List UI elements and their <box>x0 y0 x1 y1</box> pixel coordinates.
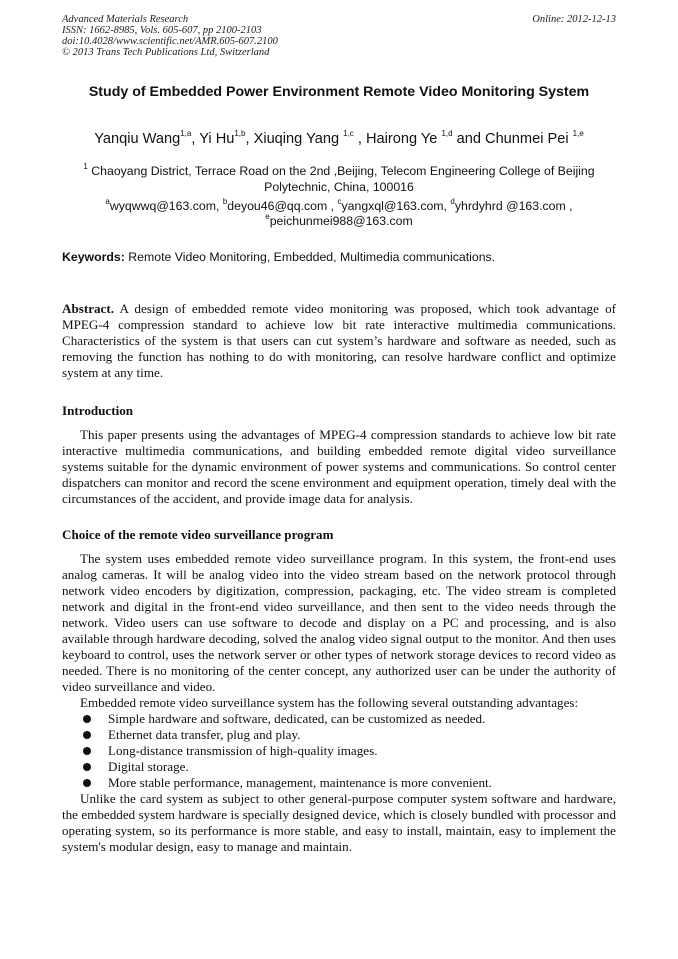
abstract-text: A design of embedded remote video monitoring was proposed, which took advantage of MPEG-4 compression standard to achieve low bit rate interactive multimedia communications. Characteristics of the system is that users can cut system’s hardware and software as needed, such as removing the function has nothing to do with monitoring, can resolve hardware conflict and optimize system at any time. <box>62 301 616 380</box>
choice-section <box>62 527 616 543</box>
list-item <box>62 775 616 791</box>
paragraph: Unlike the card system as subject to other general-purpose computer system software and hardware, the embedded system hardware is specially designed device, which is closely bundled with processor and operating system, so its performance is more stable, and easy to install, maintain, easy to implement the system's modular design, easy to manage and maintain. <box>62 791 616 854</box>
choice-body <box>62 551 616 855</box>
author-affil-mark: 1,d <box>441 129 453 139</box>
list-item-text: Digital storage. <box>108 759 189 774</box>
author-name: Chunmei Pei <box>485 131 573 147</box>
email-mark: c <box>337 196 342 206</box>
keywords <box>62 250 616 265</box>
list-item-text: Simple hardware and software, dedicated, can be customized as needed. <box>108 711 486 726</box>
bullet-icon <box>83 763 91 771</box>
email-address[interactable]: yhrdyhrd @163.com , <box>454 199 573 213</box>
author-affil-mark: 1,b <box>234 129 246 139</box>
keywords-text: Remote Video Monitoring, Embedded, Multimedia communications. <box>124 250 496 264</box>
author-affil-mark: 1,c <box>343 129 354 139</box>
author-affil-mark: 1,a <box>180 129 192 139</box>
email-address[interactable]: yangxql@163.com, <box>341 199 451 213</box>
copyright-line: © 2013 Trans Tech Publications Ltd, Switzerland <box>62 47 270 58</box>
author-name: Yanqiu Wang <box>94 131 181 147</box>
bullet-icon <box>83 747 91 755</box>
paragraph: The system uses embedded remote video surveillance program. In this system, the front-end uses analog cameras. It will be analog video into the video stream based on the network protocol through network video encoders by digitization, compression, packaging, etc. The video stream is completed network and digital in the front-end video surveillance, and then sent to the video needs through the network. Video users can use software to decode and display on a PC and processing, and is also available through hardware decoding, solved the analog video signal output to the monitor. And then uses keyboard to control, uses the network server or other types of network storage devices to record video as needed. There is no monitoring of the center concept, any authorized user can be under the authority of video surveillance and video. <box>62 551 616 694</box>
author-name: Xiuqing Yang <box>253 131 344 147</box>
paragraph: This paper presents using the advantages of MPEG-4 compression standards to achieve low bit rate interactive multimedia communications, and building embedded remote digital video surveillance systems suitable for the dynamic environment of power systems and communications. So control center dispatchers can monitor and record the scene environment and equipment operation, timely deal with the circumstances of the accident, and provide image data for analysis. <box>62 427 616 506</box>
author-list <box>62 130 616 148</box>
section-heading: Choice of the remote video surveillance program <box>62 527 334 542</box>
author-separator: , <box>353 131 366 147</box>
list-item <box>62 711 616 727</box>
list-item-text: Ethernet data transfer, plug and play. <box>108 727 301 742</box>
author-affil-mark: 1,e <box>572 129 584 139</box>
author-name: Yi Hu <box>199 131 235 147</box>
author-separator: , <box>245 131 254 147</box>
abstract <box>62 301 616 381</box>
doi-line[interactable]: doi:10.4028/www.scientific.net/AMR.605-607.2100 <box>62 36 278 47</box>
journal-header <box>62 14 616 58</box>
email-mark: b <box>222 196 228 206</box>
introduction-body <box>62 427 616 507</box>
affiliation-mark: 1 <box>83 161 88 171</box>
issn-line: ISSN: 1662-8985, Vols. 605-607, pp 2100-2103 <box>62 25 262 36</box>
affiliation <box>62 163 616 195</box>
email-address[interactable]: wyqwwq@163.com, <box>109 199 223 213</box>
email-mark: d <box>450 196 455 206</box>
author-separator: , <box>191 131 200 147</box>
bullet-icon <box>83 779 91 787</box>
email-mark: a <box>105 196 110 206</box>
email-address[interactable]: peichunmei988@163.com <box>269 214 413 228</box>
abstract-label: Abstract. <box>62 301 114 316</box>
section-heading: Introduction <box>62 403 134 418</box>
paragraph: Embedded remote video surveillance system has the following several outstanding advantages: <box>80 695 579 710</box>
online-date: Online: 2012-12-13 <box>532 14 616 25</box>
email-list <box>62 196 616 229</box>
email-address[interactable]: deyou46@qq.com , <box>227 199 338 213</box>
introduction-section <box>62 403 616 419</box>
author-name: Hairong Ye <box>365 131 442 147</box>
list-item-text: Long-distance transmission of high-quality images. <box>108 743 378 758</box>
list-item <box>62 743 616 759</box>
email-mark: e <box>265 211 270 221</box>
affiliation-text: Chaoyang District, Terrace Road on the 2nd ,Beijing, Telecom Engineering College of Beijing Polytechnic, China, 100016 <box>87 164 595 194</box>
advantages-list <box>62 711 616 791</box>
list-item <box>62 727 616 743</box>
paper-title: Study of Embedded Power Environment Remote Video Monitoring System <box>88 84 590 100</box>
keywords-label: Keywords: <box>62 250 125 264</box>
list-item <box>62 759 616 775</box>
journal-name: Advanced Materials Research <box>62 14 189 25</box>
bullet-icon <box>83 715 91 723</box>
bullet-icon <box>83 731 91 739</box>
author-separator: and <box>452 131 486 147</box>
list-item-text: More stable performance, management, maintenance is more convenient. <box>108 775 492 790</box>
